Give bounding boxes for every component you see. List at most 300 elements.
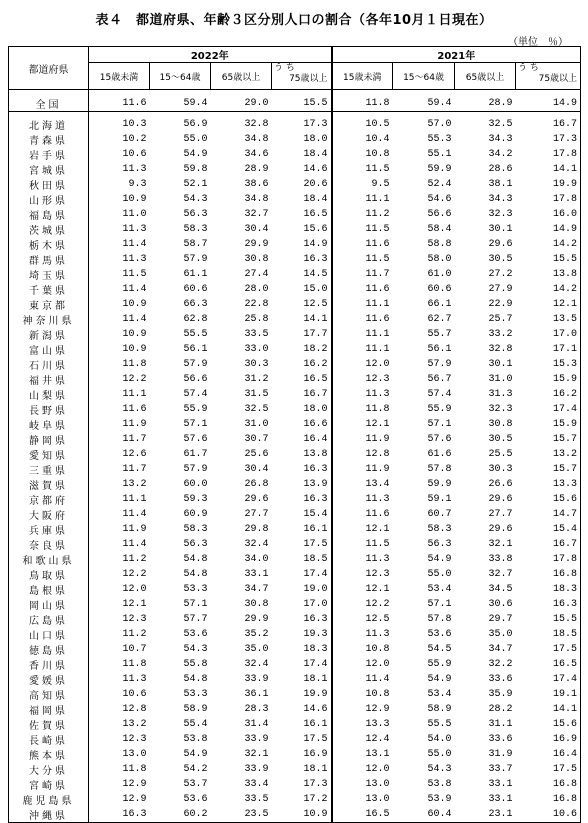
value-cell: 16.8	[516, 567, 581, 582]
value-cell: 18.1	[272, 762, 332, 777]
value-cell: 11.5	[122, 269, 147, 280]
value-cell: 55.3	[427, 134, 452, 145]
value-cell: 10.9	[122, 344, 147, 355]
value-cell: 13.0	[332, 777, 393, 792]
table-row	[9, 387, 581, 402]
prefecture-name: 神奈川県	[9, 312, 89, 327]
value-cell: 11.1	[332, 192, 393, 207]
value-cell: 56.6	[183, 374, 208, 385]
value-cell: 16.1	[272, 522, 332, 537]
value-cell: 28.3	[244, 704, 269, 715]
value-cell: 11.7	[122, 434, 147, 445]
value-cell: 56.1	[183, 344, 208, 355]
value-cell: 38.6	[244, 179, 269, 190]
prefecture-name: 埼玉県	[9, 267, 89, 282]
table-row	[9, 792, 581, 807]
value-cell: 10.2	[122, 134, 147, 145]
value-cell: 13.8	[272, 447, 332, 462]
value-cell: 17.2	[272, 792, 332, 807]
value-cell: 20.6	[272, 177, 332, 192]
col-65over-2021: 65歳以上	[455, 63, 516, 90]
prefecture-name: 福岡県	[9, 702, 89, 717]
value-cell: 36.1	[244, 689, 269, 700]
value-cell: 23.1	[455, 807, 516, 823]
value-cell: 18.1	[272, 672, 332, 687]
value-cell: 54.3	[427, 764, 452, 775]
table-row	[9, 177, 581, 192]
value-cell: 15.5	[516, 612, 581, 627]
value-cell: 11.3	[122, 254, 147, 265]
value-cell: 16.3	[272, 252, 332, 267]
value-cell: 57.7	[183, 614, 208, 625]
value-cell: 17.5	[516, 762, 581, 777]
value-cell: 34.2	[488, 149, 513, 160]
value-cell: 17.1	[516, 342, 581, 357]
value-cell: 31.0	[244, 419, 269, 430]
value-cell: 53.6	[427, 629, 452, 640]
table-row	[9, 282, 581, 297]
value-cell: 15.5	[516, 252, 581, 267]
value-cell: 52.4	[427, 179, 452, 190]
value-cell: 61.1	[183, 269, 208, 280]
value-cell: 29.0	[211, 96, 272, 112]
value-cell: 11.6	[332, 312, 393, 327]
value-cell: 12.5	[332, 612, 393, 627]
value-cell: 60.7	[427, 509, 452, 520]
value-cell: 10.9	[122, 329, 147, 340]
value-cell: 15.4	[272, 507, 332, 522]
value-cell: 11.4	[122, 314, 147, 325]
value-cell: 15.0	[272, 282, 332, 297]
value-cell: 31.1	[488, 719, 513, 730]
value-cell: 57.6	[183, 434, 208, 445]
value-cell: 59.9	[427, 479, 452, 490]
value-cell: 60.0	[183, 479, 208, 490]
population-table	[8, 46, 581, 823]
col-15-64-2021: 15～64歳	[393, 63, 455, 90]
prefecture-name: 大阪府	[9, 507, 89, 522]
value-cell: 59.8	[183, 164, 208, 175]
prefecture-name: 群馬県	[9, 252, 89, 267]
value-cell: 12.4	[332, 732, 393, 747]
value-cell: 33.9	[244, 764, 269, 775]
value-cell: 13.9	[272, 477, 332, 492]
prefecture-name: 兵庫県	[9, 522, 89, 537]
value-cell: 11.4	[122, 509, 147, 520]
value-cell: 33.5	[244, 329, 269, 340]
value-cell: 11.8	[122, 359, 147, 370]
table-row	[9, 267, 581, 282]
value-cell: 29.6	[488, 239, 513, 250]
value-cell: 35.2	[244, 629, 269, 640]
value-cell: 32.5	[488, 119, 513, 130]
value-cell: 27.4	[244, 269, 269, 280]
table-row	[9, 342, 581, 357]
value-cell: 30.8	[488, 419, 513, 430]
value-cell: 12.3	[122, 734, 147, 745]
value-cell: 17.8	[516, 147, 581, 162]
value-cell: 54.5	[427, 644, 452, 655]
value-cell: 11.8	[122, 659, 147, 670]
value-cell: 10.9	[122, 299, 147, 310]
table-row	[9, 162, 581, 177]
value-cell: 32.5	[244, 404, 269, 415]
value-cell: 11.6	[332, 282, 393, 297]
value-cell: 17.3	[516, 132, 581, 147]
value-cell: 58.4	[427, 224, 452, 235]
table-row	[9, 657, 581, 672]
value-cell: 16.5	[272, 372, 332, 387]
value-cell: 62.7	[427, 314, 452, 325]
value-cell: 15.7	[516, 462, 581, 477]
table-row	[9, 192, 581, 207]
table-row	[9, 462, 581, 477]
value-cell: 34.3	[488, 194, 513, 205]
value-cell: 54.8	[183, 569, 208, 580]
value-cell: 16.5	[272, 207, 332, 222]
value-cell: 55.9	[427, 659, 452, 670]
value-cell: 55.5	[427, 719, 452, 730]
value-cell: 32.8	[488, 344, 513, 355]
table-row	[9, 762, 581, 777]
value-cell: 16.3	[89, 807, 150, 823]
table-row	[9, 402, 581, 417]
value-cell: 15.6	[516, 492, 581, 507]
value-cell: 11.6	[332, 237, 393, 252]
value-cell: 56.1	[427, 344, 452, 355]
value-cell: 26.6	[488, 479, 513, 490]
value-cell: 14.5	[272, 267, 332, 282]
value-cell: 17.3	[272, 117, 332, 132]
table-row	[9, 132, 581, 147]
value-cell: 19.3	[272, 627, 332, 642]
prefecture-name: 鳥取県	[9, 567, 89, 582]
prefecture-name: 千葉県	[9, 282, 89, 297]
prefecture-name: 山梨県	[9, 387, 89, 402]
value-cell: 32.8	[244, 119, 269, 130]
value-cell: 11.6	[89, 96, 150, 112]
table-row	[9, 672, 581, 687]
value-cell: 55.1	[427, 149, 452, 160]
prefecture-name: 山形県	[9, 192, 89, 207]
value-cell: 33.2	[488, 329, 513, 340]
table-row	[9, 417, 581, 432]
value-cell: 33.4	[244, 779, 269, 790]
table-row	[9, 447, 581, 462]
value-cell: 59.4	[150, 96, 211, 112]
value-cell: 16.2	[272, 357, 332, 372]
value-cell: 34.8	[244, 194, 269, 205]
value-cell: 29.8	[244, 524, 269, 535]
value-cell: 30.8	[244, 254, 269, 265]
prefecture-name: 和歌山県	[9, 552, 89, 567]
value-cell: 31.4	[244, 719, 269, 730]
value-cell: 10.8	[332, 642, 393, 657]
value-cell: 14.1	[272, 312, 332, 327]
value-cell: 16.0	[516, 207, 581, 222]
value-cell: 14.6	[272, 162, 332, 177]
value-cell: 18.5	[516, 627, 581, 642]
value-cell: 57.8	[427, 614, 452, 625]
value-cell: 14.1	[516, 702, 581, 717]
value-cell: 11.2	[122, 629, 147, 640]
value-cell: 27.9	[488, 284, 513, 295]
value-cell: 33.6	[488, 734, 513, 745]
value-cell: 54.3	[183, 644, 208, 655]
value-cell: 17.4	[272, 657, 332, 672]
value-cell: 16.3	[516, 597, 581, 612]
value-cell: 17.8	[516, 192, 581, 207]
col-65over-2022: 65歳以上	[211, 63, 272, 90]
prefecture-name: 宮崎県	[9, 777, 89, 792]
prefecture-name: 島根県	[9, 582, 89, 597]
table-row	[9, 642, 581, 657]
table-row	[9, 492, 581, 507]
value-cell: 11.6	[122, 404, 147, 415]
value-cell: 34.0	[244, 554, 269, 565]
value-cell: 55.0	[183, 134, 208, 145]
col-75-line1: う ち	[518, 63, 539, 73]
value-cell: 16.6	[272, 417, 332, 432]
value-cell: 30.6	[488, 599, 513, 610]
value-cell: 59.3	[183, 494, 208, 505]
value-cell: 57.1	[183, 599, 208, 610]
prefecture-name: 愛媛県	[9, 672, 89, 687]
value-cell: 55.0	[427, 569, 452, 580]
prefecture-name: 佐賀県	[9, 717, 89, 732]
value-cell: 58.3	[183, 224, 208, 235]
value-cell: 15.9	[516, 372, 581, 387]
prefecture-name: 新潟県	[9, 327, 89, 342]
value-cell: 16.8	[516, 777, 581, 792]
value-cell: 57.8	[427, 464, 452, 475]
value-cell: 55.0	[427, 749, 452, 760]
prefecture-name: 岐阜県	[9, 417, 89, 432]
prefecture-name: 岩手県	[9, 147, 89, 162]
value-cell: 56.3	[427, 539, 452, 550]
value-cell: 55.9	[427, 404, 452, 415]
value-cell: 15.4	[516, 522, 581, 537]
value-cell: 57.1	[427, 419, 452, 430]
table-row	[9, 582, 581, 597]
value-cell: 29.7	[488, 614, 513, 625]
value-cell: 59.9	[427, 164, 452, 175]
value-cell: 59.1	[427, 494, 452, 505]
table-title: 表４ 都道府県、年齢３区分別人口の割合（各年10月１日現在）	[95, 13, 493, 28]
value-cell: 61.0	[427, 269, 452, 280]
value-cell: 57.9	[183, 254, 208, 265]
prefecture-name: 長野県	[9, 402, 89, 417]
value-cell: 30.3	[488, 464, 513, 475]
prefecture-name: 石川県	[9, 357, 89, 372]
value-cell: 11.5	[332, 252, 393, 267]
value-cell: 30.5	[488, 254, 513, 265]
value-cell: 25.5	[488, 449, 513, 460]
value-cell: 31.3	[488, 389, 513, 400]
table-row	[9, 96, 581, 112]
value-cell: 35.0	[244, 644, 269, 655]
value-cell: 11.9	[122, 419, 147, 430]
value-cell: 11.3	[122, 224, 147, 235]
value-cell: 30.7	[244, 434, 269, 445]
value-cell: 17.5	[272, 732, 332, 747]
value-cell: 33.8	[488, 554, 513, 565]
table-row	[9, 522, 581, 537]
value-cell: 12.2	[122, 374, 147, 385]
value-cell: 52.1	[183, 179, 208, 190]
value-cell: 33.6	[488, 674, 513, 685]
value-cell: 15.7	[516, 432, 581, 447]
value-cell: 13.3	[516, 477, 581, 492]
value-cell: 15.9	[516, 417, 581, 432]
value-cell: 14.6	[272, 702, 332, 717]
value-cell: 11.4	[122, 284, 147, 295]
value-cell: 17.8	[516, 552, 581, 567]
value-cell: 12.8	[122, 704, 147, 715]
value-cell: 12.0	[332, 357, 393, 372]
table-row	[9, 432, 581, 447]
col-under15-2022: 15歳未満	[89, 63, 150, 90]
value-cell: 12.0	[332, 657, 393, 672]
value-cell: 30.1	[488, 224, 513, 235]
value-cell: 30.8	[244, 599, 269, 610]
value-cell: 16.8	[516, 792, 581, 807]
value-cell: 60.6	[427, 284, 452, 295]
col-75-line2: 75歳以上	[289, 74, 328, 84]
value-cell: 13.2	[122, 719, 147, 730]
value-cell: 57.0	[427, 119, 452, 130]
value-cell: 18.2	[272, 342, 332, 357]
value-cell: 17.4	[272, 567, 332, 582]
value-cell: 11.3	[332, 387, 393, 402]
value-cell: 33.7	[488, 764, 513, 775]
value-cell: 57.9	[183, 464, 208, 475]
value-cell: 30.1	[488, 359, 513, 370]
col-15-64-2022: 15～64歳	[150, 63, 211, 90]
value-cell: 32.3	[488, 209, 513, 220]
value-cell: 18.0	[272, 402, 332, 417]
value-cell: 29.6	[488, 494, 513, 505]
value-cell: 34.8	[244, 134, 269, 145]
value-cell: 53.3	[183, 689, 208, 700]
value-cell: 11.9	[122, 524, 147, 535]
value-cell: 34.7	[244, 584, 269, 595]
value-cell: 54.8	[183, 554, 208, 565]
value-cell: 57.1	[183, 419, 208, 430]
prefecture-name: 三重県	[9, 462, 89, 477]
value-cell: 56.6	[427, 209, 452, 220]
value-cell: 61.6	[427, 449, 452, 460]
value-cell: 56.3	[183, 539, 208, 550]
value-cell: 57.4	[183, 389, 208, 400]
value-cell: 11.2	[122, 554, 147, 565]
value-cell: 14.2	[516, 282, 581, 297]
table-row	[9, 297, 581, 312]
value-cell: 11.9	[332, 432, 393, 447]
col-75over-2022	[272, 63, 332, 90]
value-cell: 55.8	[183, 659, 208, 670]
value-cell: 34.7	[488, 644, 513, 655]
value-cell: 18.3	[272, 642, 332, 657]
value-cell: 11.4	[332, 672, 393, 687]
prefecture-name: 山口県	[9, 627, 89, 642]
value-cell: 57.9	[183, 359, 208, 370]
value-cell: 18.4	[272, 147, 332, 162]
prefecture-name: 全国	[9, 96, 89, 112]
prefecture-name: 茨城県	[9, 222, 89, 237]
value-cell: 13.3	[332, 717, 393, 732]
value-cell: 11.7	[332, 267, 393, 282]
value-cell: 12.0	[122, 584, 147, 595]
value-cell: 27.7	[244, 509, 269, 520]
value-cell: 54.3	[183, 194, 208, 205]
value-cell: 60.9	[183, 509, 208, 520]
value-cell: 28.0	[244, 284, 269, 295]
value-cell: 33.1	[488, 794, 513, 805]
value-cell: 14.9	[516, 96, 581, 112]
value-cell: 10.9	[122, 194, 147, 205]
value-cell: 56.3	[183, 209, 208, 220]
value-cell: 16.7	[272, 387, 332, 402]
value-cell: 12.0	[332, 762, 393, 777]
table-row	[9, 747, 581, 762]
prefecture-name: 長崎県	[9, 732, 89, 747]
table-row	[9, 732, 581, 747]
prefecture-name: 福島県	[9, 207, 89, 222]
value-cell: 11.3	[332, 492, 393, 507]
prefecture-name: 北海道	[9, 117, 89, 132]
year-2021-header: 2021年	[332, 47, 581, 63]
table-row	[9, 237, 581, 252]
value-cell: 31.2	[244, 374, 269, 385]
value-cell: 11.7	[122, 464, 147, 475]
value-cell: 22.9	[488, 299, 513, 310]
value-cell: 22.8	[244, 299, 269, 310]
value-cell: 59.4	[393, 96, 455, 112]
value-cell: 33.9	[244, 674, 269, 685]
value-cell: 11.0	[122, 209, 147, 220]
prefecture-name: 京都府	[9, 492, 89, 507]
table-row	[9, 537, 581, 552]
table-row	[9, 117, 581, 132]
value-cell: 11.8	[332, 96, 393, 112]
value-cell: 28.9	[244, 164, 269, 175]
value-cell: 11.4	[122, 239, 147, 250]
value-cell: 25.6	[244, 449, 269, 460]
value-cell: 56.7	[427, 374, 452, 385]
table-row	[9, 717, 581, 732]
table-row	[9, 777, 581, 792]
value-cell: 32.1	[244, 749, 269, 760]
prefecture-name: 静岡県	[9, 432, 89, 447]
value-cell: 14.9	[516, 222, 581, 237]
value-cell: 35.9	[488, 689, 513, 700]
table-row	[9, 627, 581, 642]
value-cell: 58.8	[427, 239, 452, 250]
prefecture-name: 東京都	[9, 297, 89, 312]
value-cell: 29.9	[244, 239, 269, 250]
prefecture-name: 沖縄県	[9, 807, 89, 823]
value-cell: 30.3	[244, 359, 269, 370]
value-cell: 32.7	[488, 569, 513, 580]
prefecture-name: 宮城県	[9, 162, 89, 177]
value-cell: 16.1	[272, 717, 332, 732]
value-cell: 62.8	[183, 314, 208, 325]
value-cell: 17.4	[516, 402, 581, 417]
year-2022-header: 2022年	[89, 47, 332, 63]
value-cell: 11.1	[122, 494, 147, 505]
value-cell: 27.7	[488, 509, 513, 520]
